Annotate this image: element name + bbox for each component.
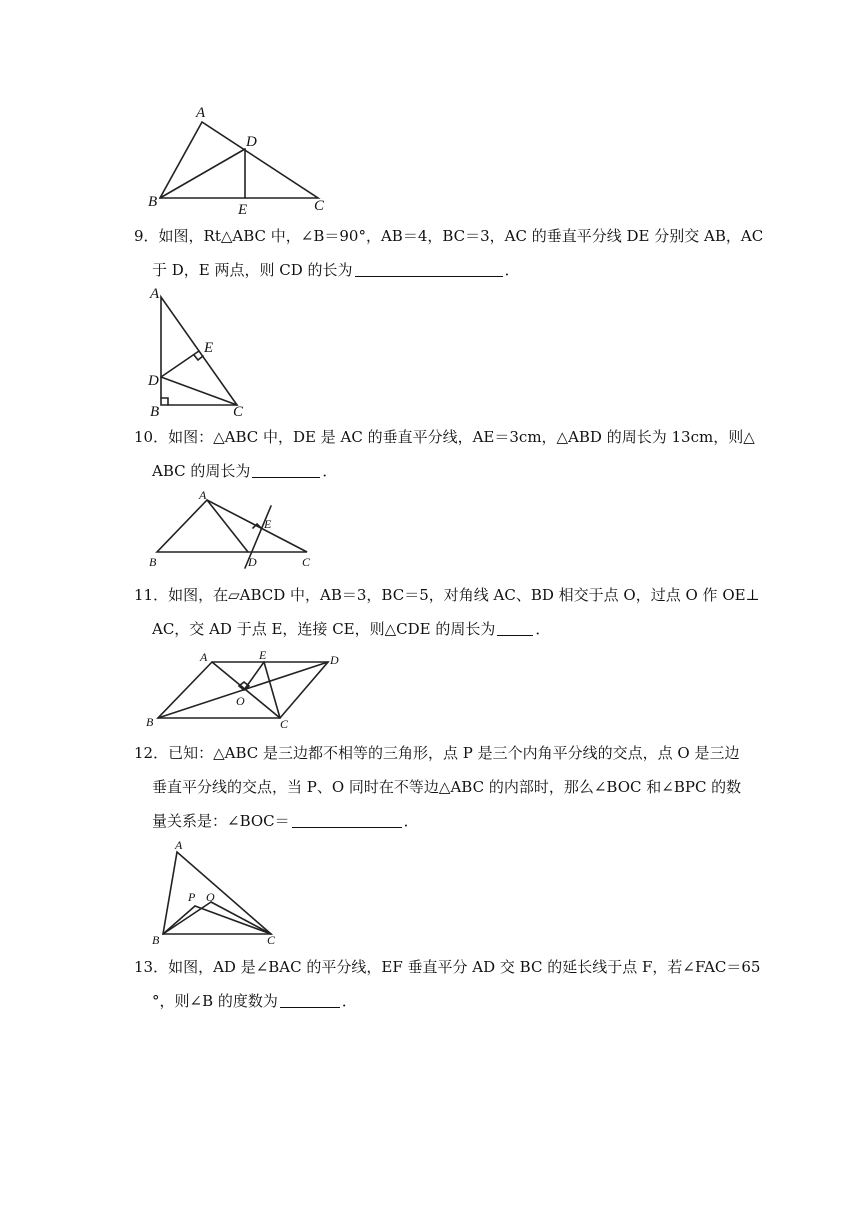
question-11-line2b: ． [535, 620, 551, 638]
label-c: C [314, 198, 325, 214]
label-o: O [236, 694, 245, 708]
question-12 [134, 736, 742, 838]
segment-ce [264, 662, 280, 718]
label-d: D [330, 653, 339, 667]
question-12-line2: 垂直平分线的交点，当 P、O 同时在不等边△ABC 的内部时，那么∠BOC 和∠BPC 的数 [152, 778, 742, 796]
question-9-line2b: ． [504, 261, 520, 279]
figure-q12 [145, 838, 285, 948]
question-12-line3a: 量关系是：∠BOC＝ [152, 812, 290, 830]
figure-q8 [140, 100, 340, 218]
segment-pc [195, 906, 271, 934]
question-12-line1: 12．已知：△ABC 是三边都不相等的三角形，点 P 是三个内角平分线的交点，点 O 是三边 [134, 744, 740, 762]
question-10-line2b: ． [322, 462, 338, 480]
label-c: C [267, 933, 276, 947]
question-11 [134, 578, 760, 646]
label-b: B [152, 933, 160, 947]
label-b: B [148, 194, 158, 210]
label-a: A [175, 838, 183, 852]
label-e: E [238, 202, 248, 218]
answer-blank-11[interactable] [497, 617, 533, 636]
question-13-line1: 13．如图，AD 是∠BAC 的平分线，EF 垂直平分 AD 交 BC 的延长线于点 F，若∠FAC＝65 [134, 958, 761, 976]
diagonal-ac [212, 662, 280, 718]
label-d: D [248, 555, 257, 569]
question-10-line2a: ABC 的周长为 [152, 462, 251, 480]
label-d: D [148, 373, 159, 389]
segment-ad [207, 500, 248, 552]
question-12-line3b: ． [403, 812, 419, 830]
answer-blank-12[interactable] [292, 809, 402, 828]
triangle-abc [157, 500, 307, 552]
label-e: E [264, 517, 272, 531]
label-c: C [302, 555, 311, 569]
figure-q11 [140, 648, 350, 730]
label-a: A [199, 488, 207, 502]
figure-q9 [145, 283, 255, 419]
segment-dc [161, 377, 237, 405]
label-e: E [204, 340, 214, 356]
label-b: B [150, 404, 160, 420]
triangle-abc [163, 852, 271, 934]
answer-blank-10[interactable] [252, 459, 320, 478]
label-o: O [206, 890, 215, 904]
label-b: B [149, 555, 157, 569]
label-p: P [188, 890, 196, 904]
label-a: A [196, 105, 206, 121]
label-c: C [233, 404, 244, 420]
answer-blank-9[interactable] [355, 258, 503, 277]
question-9 [134, 219, 764, 287]
label-c: C [280, 717, 289, 731]
question-11-line2a: AC，交 AD 于点 E，连接 CE，则△CDE 的周长为 [152, 620, 496, 638]
question-9-line2a: 于 D，E 两点，则 CD 的长为 [152, 261, 353, 279]
question-13-line2a: °，则∠B 的度数为 [152, 992, 278, 1010]
question-13-line2b: ． [341, 992, 357, 1010]
label-e: E [259, 648, 267, 662]
triangle-abc [160, 122, 318, 198]
answer-blank-13[interactable] [280, 989, 340, 1008]
label-d: D [246, 134, 257, 150]
right-angle-mark-b [161, 398, 168, 405]
label-b: B [146, 715, 154, 729]
question-11-line1: 11．如图，在▱ABCD 中，AB＝3，BC＝5，对角线 AC、BD 相交于点 O，过点 O 作 OE⊥ [134, 586, 760, 604]
figure-q10 [145, 488, 325, 574]
question-13 [134, 950, 761, 1018]
segment-bo [163, 902, 211, 934]
question-10 [134, 420, 755, 488]
question-10-line1: 10．如图：△ABC 中，DE 是 AC 的垂直平分线，AE＝3cm，△ABD 的周长为 13cm，则△ [134, 428, 755, 446]
label-a: A [200, 650, 208, 664]
label-a: A [150, 286, 160, 302]
question-9-line1: 9．如图，Rt△ABC 中，∠B＝90°，AB＝4，BC＝3，AC 的垂直平分线 DE 分别交 AB，AC [134, 227, 764, 245]
